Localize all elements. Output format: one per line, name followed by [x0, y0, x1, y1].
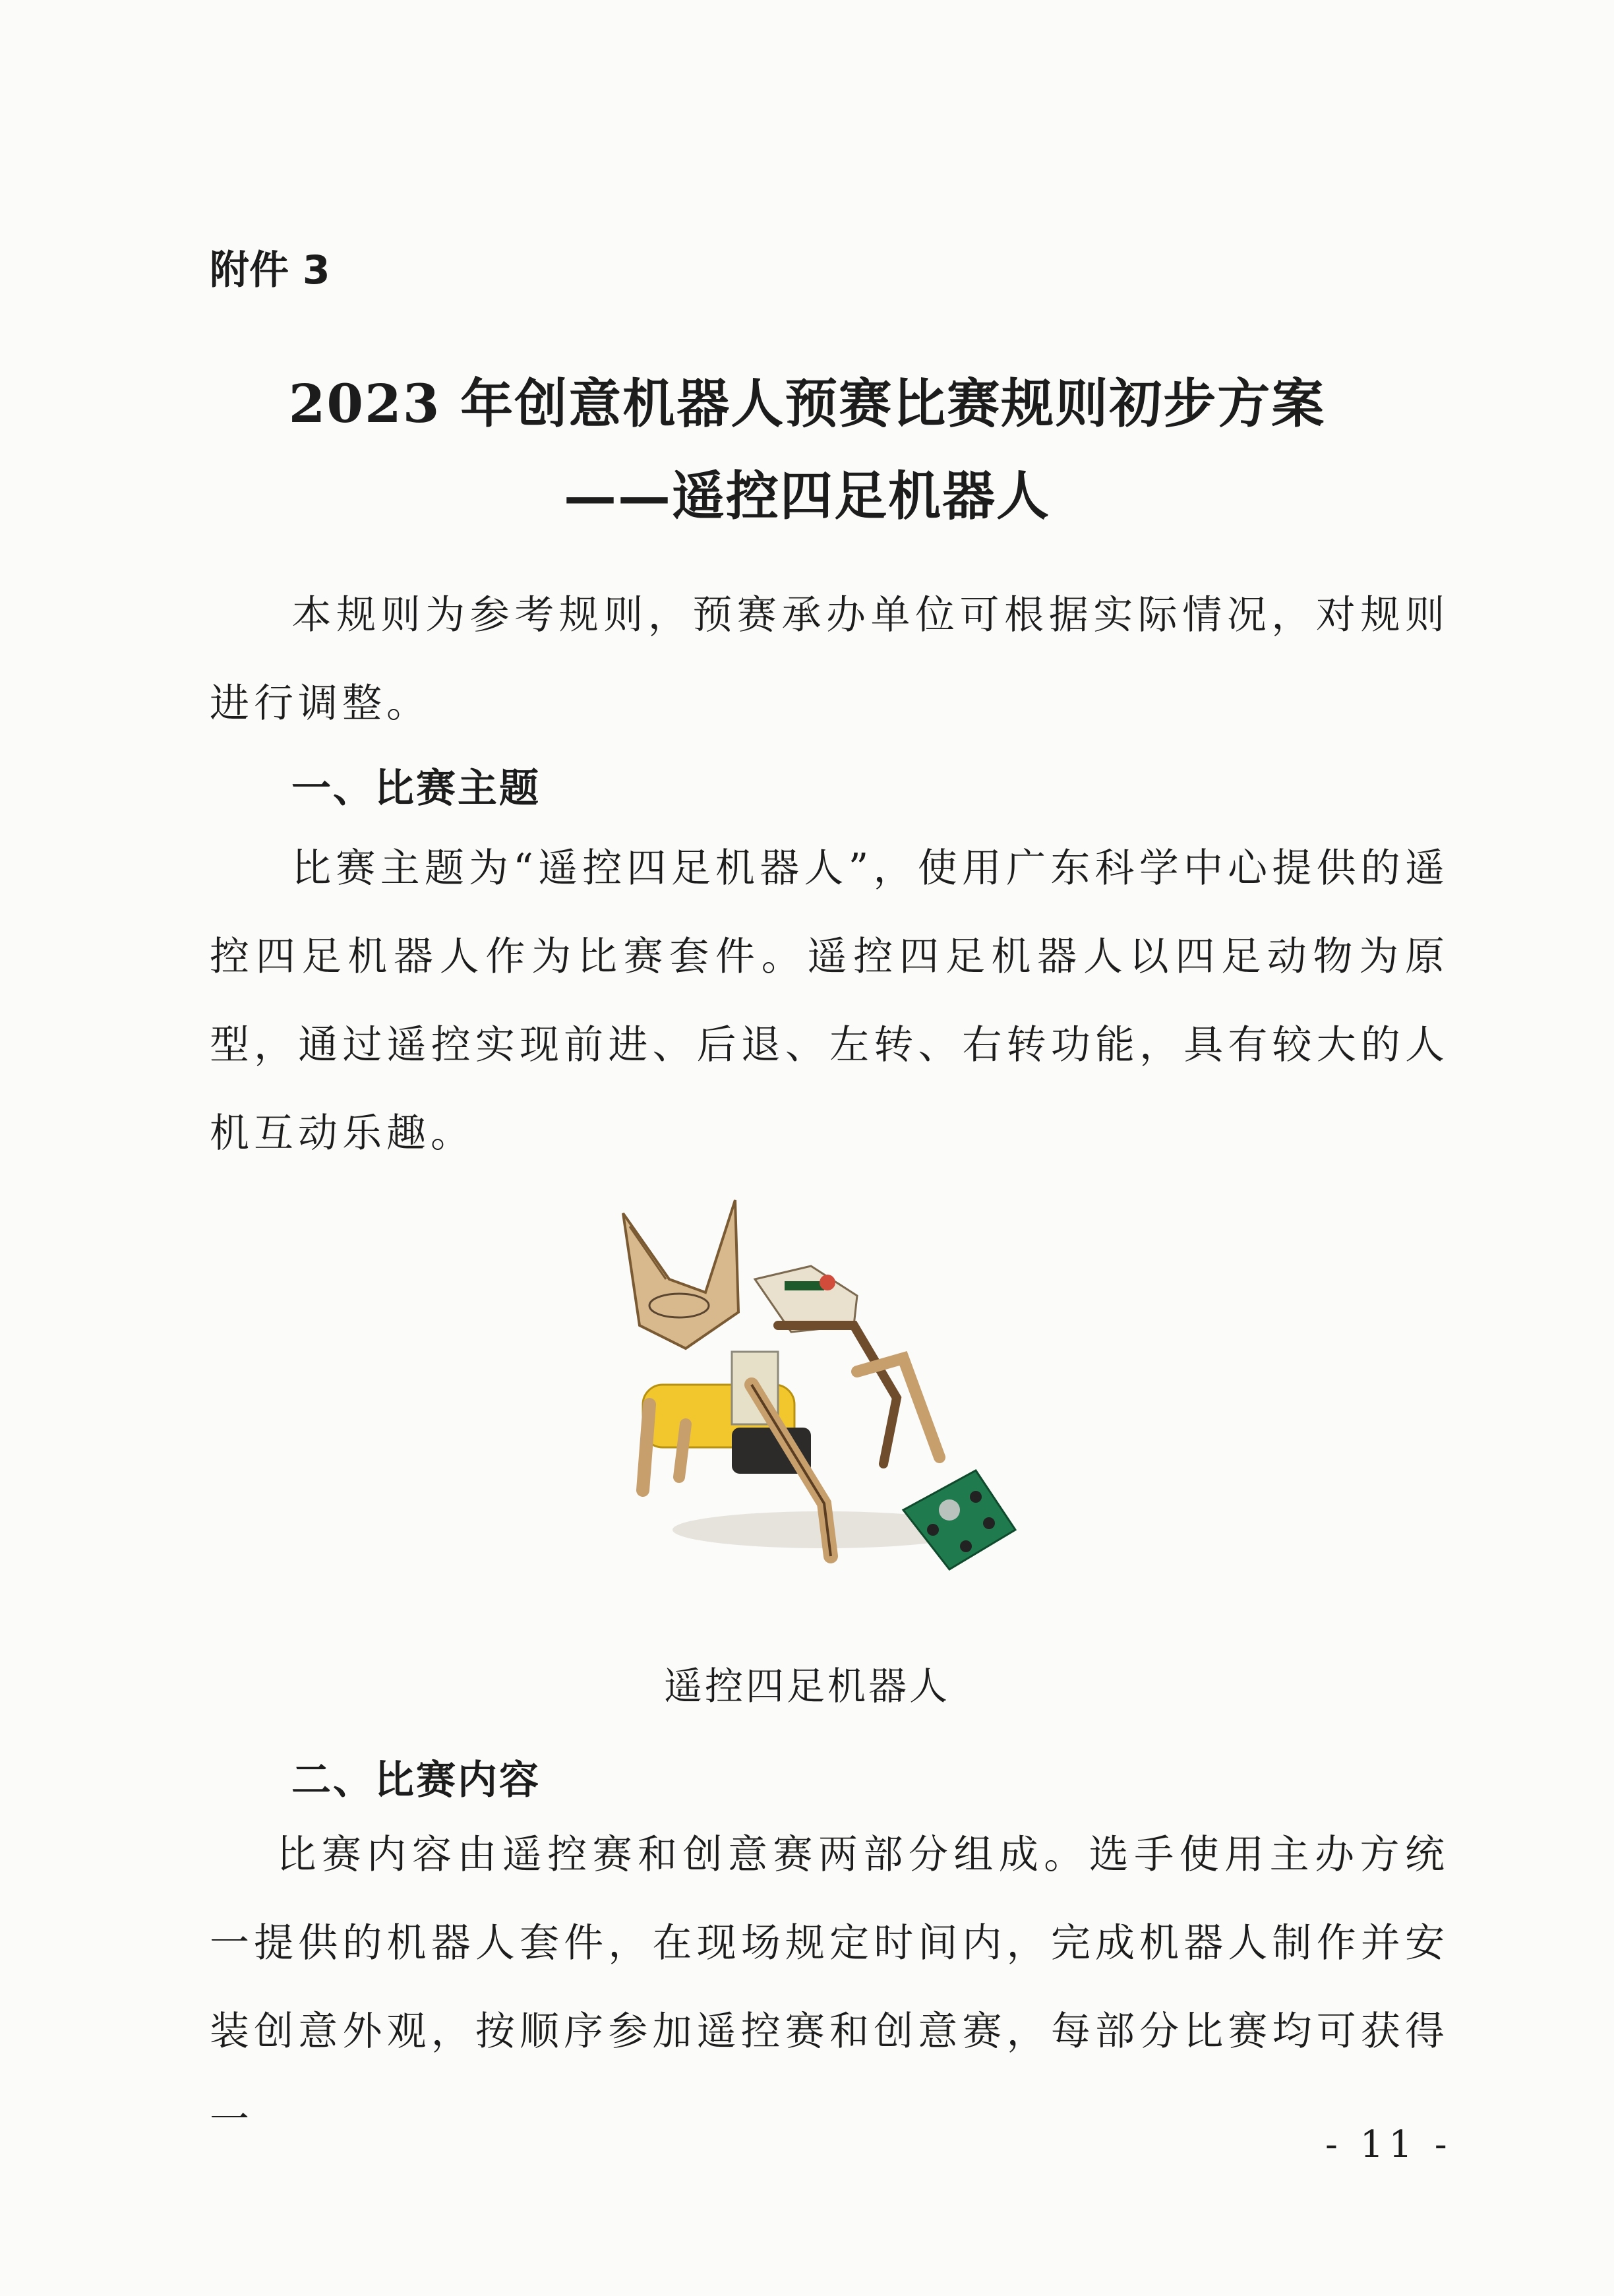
page-number: - 11 -	[1325, 2123, 1452, 2166]
intro-paragraph	[210, 571, 1449, 748]
title-line-2: ——遥控四足机器人	[564, 465, 1050, 527]
section-2-text: 比赛内容由遥控赛和创意赛两部分组成。选手使用主办方统一提供的机器人套件，在现场规定时间内，完成机器人制作并安装创意外观，按顺序参加遥控赛和创意赛，每部分比赛均可获得一	[210, 1832, 1449, 2143]
attachment-label: 附件 3	[210, 247, 330, 293]
section-1-heading: 一、比赛主题	[291, 766, 541, 812]
intro-text: 本规则为参考规则，预赛承办单位可根据实际情况，对规则进行调整。	[210, 592, 1449, 727]
figure-caption: 遥控四足机器人	[663, 1664, 950, 1708]
section-1-paragraph	[210, 824, 1449, 1178]
section-1-text: 比赛主题为“遥控四足机器人”，使用广东科学中心提供的遥控四足机器人作为比赛套件。遥控四足机器人以四足动物为原型，通过遥控实现前进、后退、左转、右转功能，具有较大的人机互动乐趣。	[210, 845, 1449, 1157]
section-2-paragraph	[210, 1811, 1449, 2164]
title-line-1: 2023 年创意机器人预赛比赛规则初步方案	[288, 373, 1326, 435]
section-2-heading: 二、比赛内容	[291, 1757, 541, 1803]
robot-image	[607, 1187, 1035, 1616]
